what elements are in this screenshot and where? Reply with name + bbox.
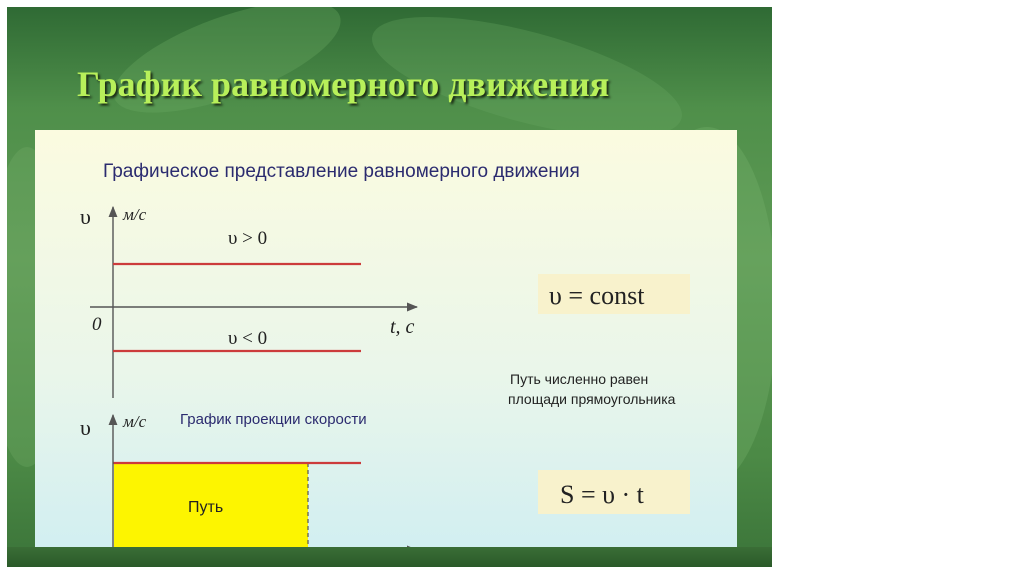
formula-const: υ = const: [549, 281, 645, 310]
path-area-label: Путь: [188, 499, 224, 516]
note-line-2: площади прямоугольника: [508, 391, 676, 407]
graph1-y-symbol: υ: [80, 204, 91, 229]
graph1-origin: 0: [92, 314, 102, 335]
graph1-x-label: t, с: [390, 316, 415, 338]
panel-figure: [35, 130, 737, 567]
slide: [7, 7, 772, 567]
note-line-1: Путь численно равен: [510, 371, 649, 387]
slide-bottom-bar: [7, 547, 772, 567]
graph2-y-symbol: υ: [80, 415, 91, 440]
formula-path: S = υ · t: [560, 480, 644, 509]
slide-title: График равномерного движения: [77, 64, 610, 104]
graph1-y-unit: м/с: [123, 205, 147, 224]
graph1-positive-label: υ > 0: [228, 228, 268, 249]
graph1-negative-label: υ < 0: [228, 328, 268, 349]
content-panel: [35, 130, 737, 567]
panel-heading: Графическое представление равномерного движения: [103, 161, 580, 182]
graph2-y-unit: м/с: [123, 412, 147, 431]
graph2-caption: График проекции скорости: [180, 411, 367, 428]
